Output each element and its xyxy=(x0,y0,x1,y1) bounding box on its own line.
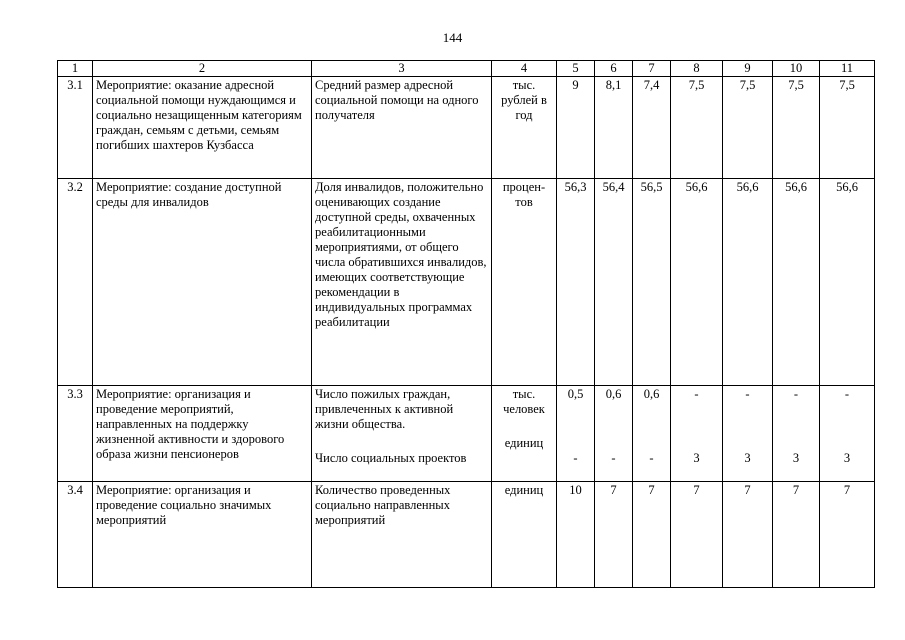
value-cell: 7,5 xyxy=(723,77,773,179)
value-cell: 8,1 xyxy=(595,77,633,179)
row-id: 3.2 xyxy=(58,179,93,386)
value-text-2: - xyxy=(611,451,616,466)
header-cell: 1 xyxy=(58,61,93,77)
page-number: 144 xyxy=(442,30,463,45)
value-cell: 10 xyxy=(557,481,595,587)
value-cell: 7,5 xyxy=(773,77,820,179)
unit-text-2: единиц xyxy=(504,436,544,451)
value-cell xyxy=(773,386,820,481)
value-text-1: - xyxy=(844,387,850,402)
measure-cell: Мероприятие: оказание адресной социальной помощи нуждающимся и социально незащищенным категориям граждан, семьям с детьми, семьям погибших шахтеров Кузбасса xyxy=(93,77,312,179)
value-cell: 56,6 xyxy=(723,179,773,386)
value-text-2: 3 xyxy=(693,451,700,466)
measure-cell: Мероприятие: организация и проведение социально значимых мероприятий xyxy=(93,481,312,587)
header-cell: 3 xyxy=(312,61,492,77)
value-text-2: - xyxy=(573,451,578,466)
table-row xyxy=(58,481,875,587)
value-text-1: 0,6 xyxy=(643,387,660,402)
value-cell: 56,4 xyxy=(595,179,633,386)
unit-cell: тыс. рублей в год xyxy=(492,77,557,179)
value-text-2: 3 xyxy=(744,451,751,466)
measure-cell: Мероприятие: создание доступной среды для инвалидов xyxy=(93,179,312,386)
indicator-text-1: Число пожилых граждан, привлеченных к активной жизни общества. xyxy=(315,387,454,432)
value-cell: 56,6 xyxy=(773,179,820,386)
value-text-2: 3 xyxy=(843,451,851,466)
header-cell: 6 xyxy=(595,61,633,77)
value-cell: 7,5 xyxy=(820,77,875,179)
value-cell: 56,6 xyxy=(671,179,723,386)
unit-cell: единиц xyxy=(492,481,557,587)
value-text-1: 0,5 xyxy=(567,387,584,402)
header-cell: 5 xyxy=(557,61,595,77)
indicator-cell: Средний размер адресной социальной помощи на одного получателя xyxy=(312,77,492,179)
table-row xyxy=(58,77,875,179)
indicator-text-2: Число социальных проектов xyxy=(315,451,467,466)
header-cell: 4 xyxy=(492,61,557,77)
value-cell: 56,3 xyxy=(557,179,595,386)
value-cell xyxy=(557,386,595,481)
value-text-2: 3 xyxy=(792,451,800,466)
value-text-1: - xyxy=(793,387,799,402)
value-cell: 7 xyxy=(773,481,820,587)
value-cell: 7,4 xyxy=(633,77,671,179)
indicator-cell: Доля инвалидов, положительно оценивающих создание доступной среды, охваченных реабилитационными мероприятиями, от общего числа обратившихся инвалидов, имеющих соответствующие рекомендации в индивидуальных программах реабилитации xyxy=(312,179,492,386)
table-row xyxy=(58,179,875,386)
header-cell: 2 xyxy=(93,61,312,77)
header-cell: 11 xyxy=(820,61,875,77)
row-id: 3.1 xyxy=(58,77,93,179)
value-cell xyxy=(633,386,671,481)
header-cell: 9 xyxy=(723,61,773,77)
row-id: 3.4 xyxy=(58,481,93,587)
unit-cell: процен-тов xyxy=(492,179,557,386)
value-cell: 56,5 xyxy=(633,179,671,386)
value-text-1: - xyxy=(694,387,699,402)
value-cell: 7 xyxy=(820,481,875,587)
measure-cell: Мероприятие: организация и проведение мероприятий, направленных на поддержку жизненной активности и здорового образа жизни пенсионеров xyxy=(93,386,312,481)
header-cell: 8 xyxy=(671,61,723,77)
value-text-2: - xyxy=(649,451,654,466)
header-cell: 7 xyxy=(633,61,671,77)
value-text-1: - xyxy=(745,387,750,402)
indicator-cell xyxy=(312,386,492,481)
value-cell: 9 xyxy=(557,77,595,179)
row-id: 3.3 xyxy=(58,386,93,481)
value-cell: 56,6 xyxy=(820,179,875,386)
indicators-table xyxy=(57,60,875,588)
table-row xyxy=(58,386,875,481)
value-cell: 7 xyxy=(633,481,671,587)
value-cell: 7 xyxy=(671,481,723,587)
value-cell xyxy=(595,386,633,481)
value-cell xyxy=(820,386,875,481)
header-cell: 10 xyxy=(773,61,820,77)
value-cell: 7 xyxy=(723,481,773,587)
value-cell xyxy=(723,386,773,481)
indicator-cell: Количество проведенных социально направленных мероприятий xyxy=(312,481,492,587)
unit-cell xyxy=(492,386,557,481)
table-header-row xyxy=(58,61,875,77)
value-cell: 7,5 xyxy=(671,77,723,179)
unit-text-1: тыс. человек xyxy=(503,387,545,417)
value-cell: 7 xyxy=(595,481,633,587)
value-text-1: 0,6 xyxy=(605,387,622,402)
value-cell xyxy=(671,386,723,481)
